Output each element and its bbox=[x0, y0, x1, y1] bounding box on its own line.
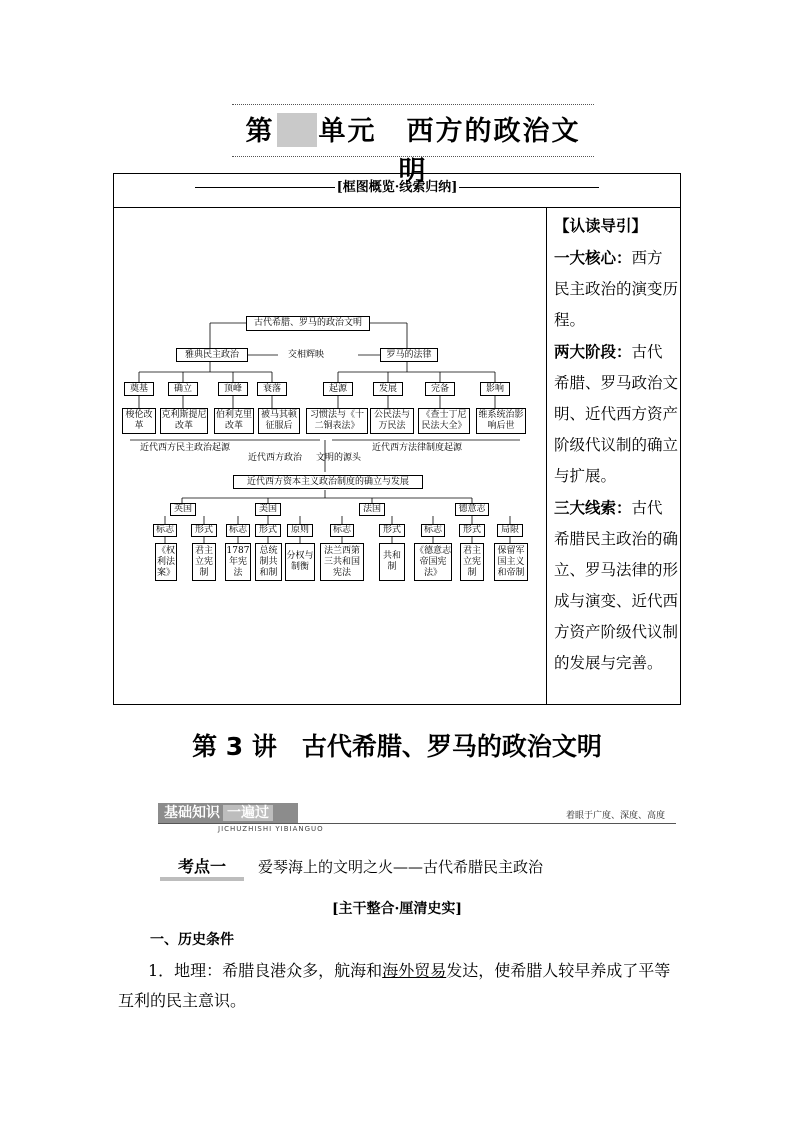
country-fr: 法国 bbox=[359, 503, 385, 516]
stage-r0: 起源 bbox=[323, 382, 353, 396]
top-dotted-rule bbox=[232, 104, 594, 105]
kaodian-label: 考点一 bbox=[160, 857, 244, 881]
event-r3: 维系统治影响后世 bbox=[476, 408, 526, 434]
content-7: 《德意志帝国宪法》 bbox=[414, 543, 452, 581]
source-right: 近代西方法律制度起源 bbox=[372, 443, 463, 453]
unit-prefix: 第 bbox=[245, 116, 275, 147]
stage-l1: 确立 bbox=[168, 382, 198, 396]
event-l0: 梭伦改革 bbox=[122, 408, 156, 434]
label-3: 形式 bbox=[255, 524, 281, 537]
box-divider bbox=[546, 207, 547, 704]
guide-item-core: 一大核心：西方民主政治的演变历程。 bbox=[554, 248, 679, 329]
event-r1: 公民法与万民法 bbox=[370, 408, 414, 434]
node-mid: 交相辉映 bbox=[288, 350, 325, 360]
lecture-title: 第 3 讲 古代希腊、罗马的政治文明 bbox=[192, 732, 602, 761]
banner-rule bbox=[158, 823, 676, 824]
framework-header-text: [框图概览·线索归纳] bbox=[336, 180, 458, 195]
stage-l0: 奠基 bbox=[124, 382, 154, 396]
node-development: 近代西方资本主义政治制度的确立与发展 bbox=[233, 475, 423, 489]
country-uk: 英国 bbox=[170, 503, 196, 516]
content-2: 1787年宪法 bbox=[225, 543, 251, 581]
node-athens: 雅典民主政治 bbox=[176, 348, 248, 362]
section-heading: 一、历史条件 bbox=[150, 932, 234, 948]
unit-title bbox=[232, 112, 594, 187]
label-5: 标志 bbox=[330, 524, 354, 537]
node-rome: 罗马的法律 bbox=[380, 348, 438, 362]
content-3: 总统制共和制 bbox=[255, 543, 282, 581]
content-9: 保留军国主义和帝制 bbox=[494, 543, 528, 581]
label-9: 局限 bbox=[497, 524, 523, 537]
label-6: 形式 bbox=[379, 524, 405, 537]
stage-l3: 衰落 bbox=[257, 382, 287, 396]
label-2: 标志 bbox=[226, 524, 250, 537]
event-l2: 伯利克里改革 bbox=[214, 408, 254, 434]
sub-heading: [主干整合·厘清史实] bbox=[331, 901, 463, 917]
content-6: 共和制 bbox=[379, 543, 405, 581]
stage-r1: 发展 bbox=[373, 382, 403, 396]
content-4: 分权与制衡 bbox=[285, 543, 315, 581]
civilization-origin: 文明的源头 bbox=[316, 453, 362, 463]
guide-item-stages: 两大阶段：古代希腊、罗马政治文明、近代西方资产阶级代议制的确立与扩展。 bbox=[554, 342, 679, 485]
content-1: 君主立宪制 bbox=[192, 543, 216, 581]
label-7: 标志 bbox=[421, 524, 445, 537]
guide-heading: 【认读导引】 bbox=[554, 216, 648, 235]
underlined-term: 海外贸易 bbox=[382, 961, 447, 980]
label-1: 形式 bbox=[191, 524, 217, 537]
content-5: 法兰西第三共和国宪法 bbox=[320, 543, 364, 581]
guide-item-threads: 三大线索：古代希腊民主政治的确立、罗马法律的形成与演变、近代西方资产阶级代议制的发展与完善。 bbox=[554, 498, 679, 672]
label-4: 原则 bbox=[287, 524, 313, 537]
event-l3: 被马其顿征服后 bbox=[258, 408, 300, 434]
kaodian-title: 爱琴海上的文明之火——古代希腊民主政治 bbox=[258, 858, 544, 876]
banner-highlight: 一遍过 bbox=[223, 805, 273, 821]
banner-main: 基础知识 bbox=[164, 805, 220, 821]
banner-right-note: 着眼于广度、深度、高度 bbox=[566, 811, 666, 821]
reading-guide bbox=[554, 210, 678, 679]
content-8: 君主立宪制 bbox=[460, 543, 484, 581]
framework-diagram bbox=[120, 310, 540, 590]
content-0: 《权利法案》 bbox=[155, 543, 177, 581]
unit-suffix: 单元 bbox=[318, 116, 377, 147]
stage-l2: 顶峰 bbox=[218, 382, 248, 396]
country-us: 美国 bbox=[255, 503, 281, 516]
unit-number-block bbox=[277, 113, 317, 147]
node-root: 古代希腊、罗马的政治文明 bbox=[246, 316, 370, 331]
stage-r3: 影响 bbox=[480, 382, 510, 396]
country-de: 德意志 bbox=[455, 503, 489, 516]
label-0: 标志 bbox=[153, 524, 177, 537]
banner-pinyin: JICHUZHISHI YIBIANGUO bbox=[218, 825, 324, 833]
event-l1: 克利斯提尼改革 bbox=[160, 408, 208, 434]
source-left: 近代西方民主政治起源 bbox=[140, 443, 231, 453]
modern-politics: 近代西方政治 bbox=[248, 453, 303, 463]
basic-knowledge-banner bbox=[158, 803, 298, 823]
unit-name: 西方的政治文明 bbox=[398, 116, 581, 187]
bottom-dotted-rule bbox=[232, 156, 594, 157]
framework-header bbox=[114, 174, 680, 208]
stage-r2: 完备 bbox=[425, 382, 455, 396]
label-8: 形式 bbox=[459, 524, 485, 537]
event-r0: 习惯法与《十二铜表法》 bbox=[306, 408, 368, 434]
paragraph-geography: 1．地理：希腊良港众多，航海和海外贸易发达，使希腊人较早养成了平等互利的民主意识。 bbox=[118, 961, 671, 1010]
event-r2: 《查士丁尼民法大全》 bbox=[418, 408, 470, 434]
